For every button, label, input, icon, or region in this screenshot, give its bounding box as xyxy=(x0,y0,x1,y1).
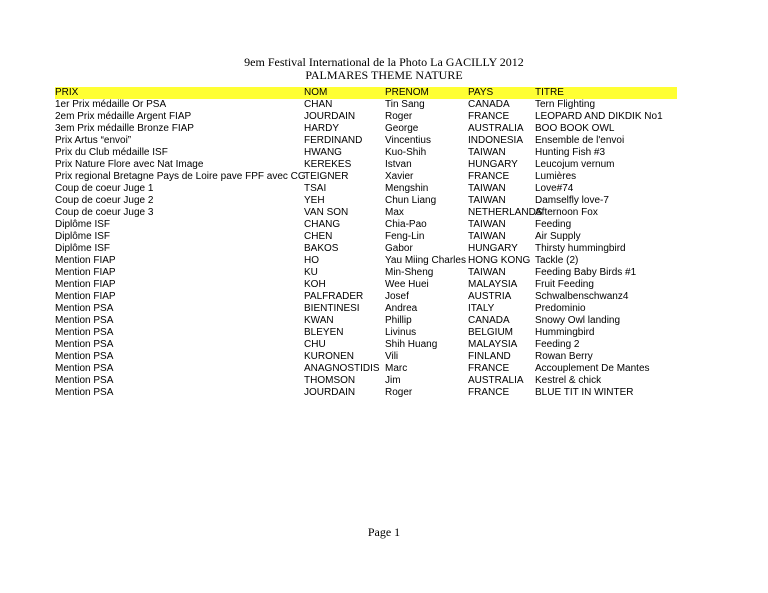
cell-nom: YEH xyxy=(304,195,325,206)
cell-nom: KWAN xyxy=(304,315,334,326)
table-row xyxy=(55,219,677,231)
cell-titre: Air Supply xyxy=(535,231,581,242)
cell-nom: KOH xyxy=(304,279,326,290)
table-row xyxy=(55,267,677,279)
cell-prix: 1er Prix médaille Or PSA xyxy=(55,99,167,110)
cell-prix: Mention FIAP xyxy=(55,267,116,278)
table-row xyxy=(55,303,677,315)
cell-prenom: Tin Sang xyxy=(385,99,425,110)
table-row xyxy=(55,171,677,183)
table-row xyxy=(55,231,677,243)
cell-titre: BOO BOOK OWL xyxy=(535,123,615,134)
cell-prix: Prix Nature Flore avec Nat Image xyxy=(55,159,204,170)
cell-nom: KU xyxy=(304,267,318,278)
cell-titre: Schwalbenschwanz4 xyxy=(535,291,629,302)
column-header-prenom: PRENOM xyxy=(385,87,429,98)
cell-pays: INDONESIA xyxy=(468,135,524,146)
table-row xyxy=(55,111,677,123)
cell-pays: NETHERLANDS xyxy=(468,207,543,218)
cell-titre: Kestrel & chick xyxy=(535,375,602,386)
cell-pays: MALAYSIA xyxy=(468,339,518,350)
cell-pays: TAIWAN xyxy=(468,219,506,230)
column-header-titre: TITRE xyxy=(535,87,564,98)
cell-pays: CANADA xyxy=(468,99,510,110)
cell-prenom: George xyxy=(385,123,419,134)
document-title: 9em Festival International de la Photo La GACILLY 2012 xyxy=(244,55,524,69)
cell-prenom: Yau Miing Charles xyxy=(385,255,466,266)
table-row xyxy=(55,315,677,327)
cell-pays: HUNGARY xyxy=(468,243,518,254)
cell-titre: Hunting Fish #3 xyxy=(535,147,606,158)
cell-prix: Prix regional Bretagne Pays de Loire pave FPF avec CG xyxy=(55,171,306,182)
cell-nom: HWANG xyxy=(304,147,342,158)
cell-prenom: Marc xyxy=(385,363,408,374)
cell-prix: Mention PSA xyxy=(55,303,114,314)
cell-pays: TAIWAN xyxy=(468,195,506,206)
table-row xyxy=(55,387,677,399)
table-row xyxy=(55,147,677,159)
results-table xyxy=(55,87,677,399)
cell-prix: Coup de coeur Juge 3 xyxy=(55,207,154,218)
cell-titre: Lumières xyxy=(535,171,577,182)
cell-titre: BLUE TIT IN WINTER xyxy=(535,387,634,398)
cell-titre: Feeding xyxy=(535,219,572,230)
cell-prenom: Chia-Pao xyxy=(385,219,427,230)
cell-titre: Tackle (2) xyxy=(535,255,579,266)
cell-prenom: Vincentius xyxy=(385,135,431,146)
cell-nom: CHANG xyxy=(304,219,341,230)
cell-prenom: Josef xyxy=(385,291,409,302)
cell-titre: Snowy Owl landing xyxy=(535,315,621,326)
cell-pays: TAIWAN xyxy=(468,231,506,242)
table-header-row xyxy=(55,87,677,99)
cell-titre: Accouplement De Mantes xyxy=(535,363,650,374)
cell-nom: JOURDAIN xyxy=(304,111,356,122)
cell-prix: Coup de coeur Juge 1 xyxy=(55,183,154,194)
cell-prix: Prix Artus “envoi” xyxy=(55,135,132,146)
table-row xyxy=(55,351,677,363)
table-row xyxy=(55,135,677,147)
cell-nom: BAKOS xyxy=(304,243,339,254)
table-row xyxy=(55,339,677,351)
cell-pays: MALAYSIA xyxy=(468,279,518,290)
column-header-pays: PAYS xyxy=(468,87,494,98)
table-row xyxy=(55,183,677,195)
cell-nom: HARDY xyxy=(304,123,340,134)
cell-nom: KURONEN xyxy=(304,351,355,362)
cell-nom: KEREKES xyxy=(304,159,352,170)
cell-prix: Mention PSA xyxy=(55,315,114,326)
cell-pays: TAIWAN xyxy=(468,183,506,194)
cell-prenom: Vili xyxy=(385,351,399,362)
cell-pays: HUNGARY xyxy=(468,159,518,170)
cell-nom: HO xyxy=(304,255,319,266)
table-row xyxy=(55,243,677,255)
cell-prenom: Phillip xyxy=(385,315,412,326)
cell-nom: VAN SON xyxy=(304,207,349,218)
cell-titre: Afternoon Fox xyxy=(535,207,598,218)
cell-prix: Diplôme ISF xyxy=(55,219,111,230)
cell-prenom: Wee Huei xyxy=(385,279,429,290)
cell-prenom: Max xyxy=(385,207,404,218)
cell-prenom: Chun Liang xyxy=(385,195,437,206)
table-row xyxy=(55,99,677,111)
cell-pays: HONG KONG xyxy=(468,255,531,266)
cell-prenom: Kuo-Shih xyxy=(385,147,427,158)
table-row xyxy=(55,255,677,267)
table-row xyxy=(55,291,677,303)
cell-prenom: Roger xyxy=(385,387,413,398)
cell-titre: Fruit Feeding xyxy=(535,279,594,290)
cell-titre: Leucojum vernum xyxy=(535,159,615,170)
document-subtitle: PALMARES THEME NATURE xyxy=(305,68,463,82)
cell-prix: 2em Prix médaille Argent FIAP xyxy=(55,111,192,122)
table-row xyxy=(55,195,677,207)
cell-nom: BIENTINESI xyxy=(304,303,360,314)
table-row xyxy=(55,375,677,387)
table-row xyxy=(55,207,677,219)
cell-pays: FRANCE xyxy=(468,387,510,398)
cell-prenom: Min-Sheng xyxy=(385,267,434,278)
table-row xyxy=(55,363,677,375)
cell-prix: Diplôme ISF xyxy=(55,243,111,254)
cell-titre: Thirsty hummingbird xyxy=(535,243,626,254)
cell-prix: Coup de coeur Juge 2 xyxy=(55,195,154,206)
cell-nom: ANAGNOSTIDIS xyxy=(304,363,380,374)
cell-pays: AUSTRALIA xyxy=(468,123,524,134)
cell-nom: FERDINAND xyxy=(304,135,363,146)
cell-pays: AUSTRIA xyxy=(468,291,512,302)
column-header-prix: PRIX xyxy=(55,87,79,98)
cell-nom: JOURDAIN xyxy=(304,387,356,398)
cell-prix: Mention PSA xyxy=(55,327,114,338)
cell-prix: 3em Prix médaille Bronze FIAP xyxy=(55,123,194,134)
table-row xyxy=(55,327,677,339)
cell-prix: Prix du Club médaille ISF xyxy=(55,147,168,158)
cell-prenom: Roger xyxy=(385,111,413,122)
cell-pays: TAIWAN xyxy=(468,267,506,278)
cell-prix: Diplôme ISF xyxy=(55,231,111,242)
cell-prenom: Istvan xyxy=(385,159,412,170)
cell-titre: Hummingbird xyxy=(535,327,595,338)
cell-titre: Love#74 xyxy=(535,183,574,194)
cell-titre: Rowan Berry xyxy=(535,351,593,362)
cell-prenom: Feng-Lin xyxy=(385,231,425,242)
cell-prenom: Mengshin xyxy=(385,183,429,194)
cell-nom: BLEYEN xyxy=(304,327,344,338)
table-body xyxy=(55,99,677,399)
column-header-nom: NOM xyxy=(304,87,328,98)
cell-prix: Mention FIAP xyxy=(55,279,116,290)
cell-pays: BELGIUM xyxy=(468,327,514,338)
cell-prix: Mention FIAP xyxy=(55,291,116,302)
page-number: Page 1 xyxy=(367,525,401,539)
cell-nom: CHAN xyxy=(304,99,333,110)
cell-pays: FINLAND xyxy=(468,351,511,362)
cell-pays: FRANCE xyxy=(468,111,510,122)
cell-prenom: Shih Huang xyxy=(385,339,438,350)
cell-nom: TSAI xyxy=(304,183,327,194)
cell-nom: THOMSON xyxy=(304,375,356,386)
cell-prix: Mention PSA xyxy=(55,339,114,350)
cell-prix: Mention PSA xyxy=(55,363,114,374)
cell-prenom: Gabor xyxy=(385,243,413,254)
cell-pays: AUSTRALIA xyxy=(468,375,524,386)
cell-prenom: Livinus xyxy=(385,327,417,338)
cell-prenom: Xavier xyxy=(385,171,414,182)
table-row xyxy=(55,123,677,135)
cell-titre: Feeding 2 xyxy=(535,339,580,350)
table-row xyxy=(55,159,677,171)
cell-pays: TAIWAN xyxy=(468,147,506,158)
cell-titre: Feeding Baby Birds #1 xyxy=(535,267,637,278)
cell-titre: Tern Flighting xyxy=(535,99,596,110)
cell-nom: CHEN xyxy=(304,231,333,242)
cell-pays: FRANCE xyxy=(468,363,510,374)
table-row xyxy=(55,279,677,291)
cell-prix: Mention PSA xyxy=(55,387,114,398)
cell-prenom: Jim xyxy=(385,375,401,386)
cell-prenom: Andrea xyxy=(385,303,418,314)
cell-nom: CHU xyxy=(304,339,326,350)
cell-pays: CANADA xyxy=(468,315,510,326)
cell-pays: FRANCE xyxy=(468,171,510,182)
cell-prix: Mention FIAP xyxy=(55,255,116,266)
cell-titre: LEOPARD AND DIKDIK No1 xyxy=(535,111,663,122)
cell-pays: ITALY xyxy=(468,303,495,314)
cell-titre: Damselfly love-7 xyxy=(535,195,609,206)
cell-titre: Ensemble de l'envoi xyxy=(535,135,625,146)
cell-titre: Predominio xyxy=(535,303,586,314)
cell-nom: TEIGNER xyxy=(304,171,349,182)
cell-prix: Mention PSA xyxy=(55,351,114,362)
cell-prix: Mention PSA xyxy=(55,375,114,386)
cell-nom: PALFRADER xyxy=(304,291,364,302)
